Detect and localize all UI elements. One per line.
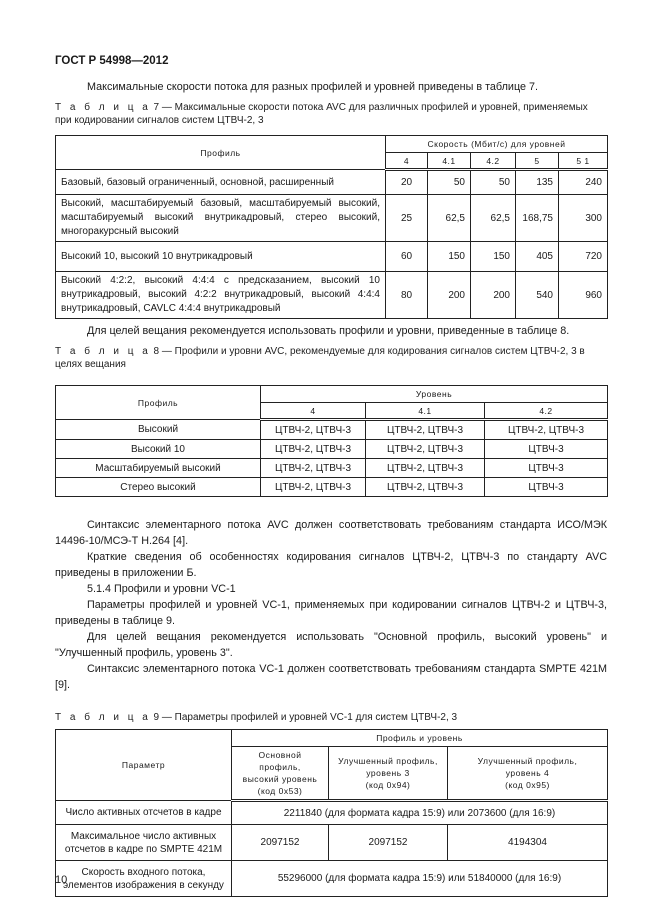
value-cell: 540 <box>516 272 559 319</box>
profile-line: Улучшенный профиль, <box>477 756 578 766</box>
profile-cell: Высокий 10 <box>56 440 261 459</box>
paragraph-table8-intro: Для целей вещания рекомендуется использовать профили и уровни, приведенные в таблице 8. <box>87 325 570 337</box>
level-header: 4.2 <box>471 153 516 170</box>
level-header: 5 1 <box>559 153 608 170</box>
param-cell: Скорость входного потока, элементов изображения в секунду <box>56 861 232 897</box>
value-cell: ЦТВЧ-3 <box>485 478 608 497</box>
header-parameter: Параметр <box>56 730 232 801</box>
value-cell: ЦТВЧ-2, ЦТВЧ-3 <box>485 420 608 440</box>
value-cell: 200 <box>428 272 471 319</box>
value-cell: 4194304 <box>448 825 608 861</box>
level-header: 4.1 <box>428 153 471 170</box>
table9-caption <box>55 711 607 724</box>
value-cell: 168,75 <box>516 195 559 242</box>
value-cell: 20 <box>386 170 428 195</box>
header-speed: Скорость (Мбит/с) для уровней <box>386 136 608 153</box>
table-row <box>56 801 608 825</box>
profile-line: уровень 3 <box>366 768 410 778</box>
param-cell: Число активных отсчетов в кадре <box>56 801 232 825</box>
table8-caption <box>55 345 607 371</box>
table7-caption <box>55 101 607 127</box>
value-cell: 2097152 <box>232 825 329 861</box>
profile-header <box>448 747 608 801</box>
value-cell: ЦТВЧ-2, ЦТВЧ-3 <box>261 440 366 459</box>
table-row <box>56 825 608 861</box>
value-cell: ЦТВЧ-2, ЦТВЧ-3 <box>261 459 366 478</box>
profile-code: (код 0x95) <box>505 780 550 790</box>
value-cell: 200 <box>471 272 516 319</box>
table-row <box>56 420 608 440</box>
table-row <box>56 478 608 497</box>
table-row <box>56 459 608 478</box>
profile-cell: Базовый, базовый ограниченный, основной, расширенный <box>56 170 386 195</box>
profile-code: (код 0x94) <box>365 780 411 790</box>
value-cell: 150 <box>471 242 516 272</box>
value-cell: ЦТВЧ-2, ЦТВЧ-3 <box>261 420 366 440</box>
table-row <box>56 272 608 319</box>
table-9 <box>55 729 608 897</box>
profile-line: Основной профиль, <box>258 750 302 772</box>
page-number: 10 <box>55 874 68 886</box>
value-cell: 150 <box>428 242 471 272</box>
profile-header <box>232 747 329 801</box>
value-cell: ЦТВЧ-2, ЦТВЧ-3 <box>366 459 485 478</box>
header-profile: Профиль <box>56 386 261 420</box>
value-cell: ЦТВЧ-2, ЦТВЧ-3 <box>366 440 485 459</box>
table-row <box>56 242 608 272</box>
value-cell: 55296000 (для формата кадра 15:9) или 51840000 (для 16:9) <box>232 861 608 897</box>
level-header: 4.2 <box>485 403 608 420</box>
caption-label: Т а б л и ц а <box>55 102 151 113</box>
value-cell: 240 <box>559 170 608 195</box>
document-header: ГОСТ Р 54998—2012 <box>55 55 169 67</box>
param-cell: Максимальное число активных отсчетов в кадре по SMPTE 421M <box>56 825 232 861</box>
level-header: 4 <box>386 153 428 170</box>
table-8 <box>55 385 608 497</box>
paragraph: Для целей вещания рекомендуется использовать "Основной профиль, высокий уровень" и "Улучшенный профиль, уровень 3". <box>55 631 607 659</box>
header-profile: Профиль <box>56 136 386 170</box>
paragraph: Краткие сведения об особенностях кодирования сигналов ЦТВЧ-2, ЦТВЧ-3 по стандарту AVC приведены в приложении Б. <box>55 551 607 579</box>
value-cell: 720 <box>559 242 608 272</box>
profile-cell: Высокий 4:2:2, высокий 4:4:4 с предсказанием, высокий 10 внутрикадровый, высокий 4:2:2 внутрикадровый, высокий 4:4:4 внутрикадровый, CAVLC 4:4:4 внутрикадровый <box>56 272 386 319</box>
value-cell: ЦТВЧ-2, ЦТВЧ-3 <box>366 478 485 497</box>
caption-label: Т а б л и ц а <box>55 346 151 357</box>
value-cell: ЦТВЧ-2, ЦТВЧ-3 <box>261 478 366 497</box>
body-text <box>55 517 607 693</box>
value-cell: ЦТВЧ-3 <box>485 459 608 478</box>
paragraph: Синтаксис элементарного потока AVC должен соответствовать требованиям стандарта ИСО/МЭК 14496-10/МСЭ-Т Н.264 [4]. <box>55 519 607 547</box>
value-cell: 62,5 <box>471 195 516 242</box>
caption-text: 9 — Параметры профилей и уровней VC-1 для систем ЦТВЧ-2, 3 <box>150 712 458 723</box>
caption-text: 7 — Максимальные скорости потока AVC для различных профилей и уровней, применяемых при кодировании сигналов систем ЦТВЧ-2, 3 <box>55 102 588 126</box>
paragraph: Синтаксис элементарного потока VC-1 должен соответствовать требованиям стандарта SMPTE 421M [9]. <box>55 663 607 691</box>
table-row <box>56 861 608 897</box>
value-cell: 2211840 (для формата кадра 15:9) или 2073600 (для 16:9) <box>232 801 608 825</box>
value-cell: 80 <box>386 272 428 319</box>
intro-paragraph: Максимальные скорости потока для разных профилей и уровней приведены в таблице 7. <box>87 81 539 93</box>
header-level: Уровень <box>261 386 608 403</box>
section-heading: 5.1.4 Профили и уровни VC-1 <box>87 583 236 595</box>
value-cell: 405 <box>516 242 559 272</box>
profile-header <box>329 747 448 801</box>
value-cell: 60 <box>386 242 428 272</box>
value-cell: ЦТВЧ-3 <box>485 440 608 459</box>
value-cell: 50 <box>471 170 516 195</box>
value-cell: 25 <box>386 195 428 242</box>
profile-cell: Стерео высокий <box>56 478 261 497</box>
caption-text: 8 — Профили и уровни AVC, рекомендуемые для кодирования сигналов систем ЦТВЧ-2, 3 в целях вещания <box>55 346 585 370</box>
caption-label: Т а б л и ц а <box>55 712 151 723</box>
profile-code: (код 0x53) <box>257 786 303 796</box>
profile-line: Улучшенный профиль, <box>338 756 438 766</box>
table-row <box>56 170 608 195</box>
value-cell: 135 <box>516 170 559 195</box>
value-cell: 62,5 <box>428 195 471 242</box>
level-header: 4 <box>261 403 366 420</box>
header-profile-level: Профиль и уровень <box>232 730 608 747</box>
profile-cell: Масштабируемый высокий <box>56 459 261 478</box>
value-cell: 300 <box>559 195 608 242</box>
level-header: 4.1 <box>366 403 485 420</box>
value-cell: 2097152 <box>329 825 448 861</box>
table-7 <box>55 135 608 319</box>
paragraph: Параметры профилей и уровней VC-1, применяемых при кодировании сигналов ЦТВЧ-2 и ЦТВЧ-3, приведены в таблице 9. <box>55 599 607 627</box>
level-header: 5 <box>516 153 559 170</box>
table-row <box>56 440 608 459</box>
profile-cell: Высокий <box>56 420 261 440</box>
value-cell: 960 <box>559 272 608 319</box>
profile-cell: Высокий, масштабируемый базовый, масштабируемый высокий, масштабируемый высокий внутрикадровый, стерео высокий, многоракурсный высокий <box>56 195 386 242</box>
profile-cell: Высокий 10, высокий 10 внутрикадровый <box>56 242 386 272</box>
profile-line: высокий уровень <box>242 774 318 784</box>
value-cell: 50 <box>428 170 471 195</box>
value-cell: ЦТВЧ-2, ЦТВЧ-3 <box>366 420 485 440</box>
profile-line: уровень 4 <box>505 768 550 778</box>
table-row <box>56 195 608 242</box>
